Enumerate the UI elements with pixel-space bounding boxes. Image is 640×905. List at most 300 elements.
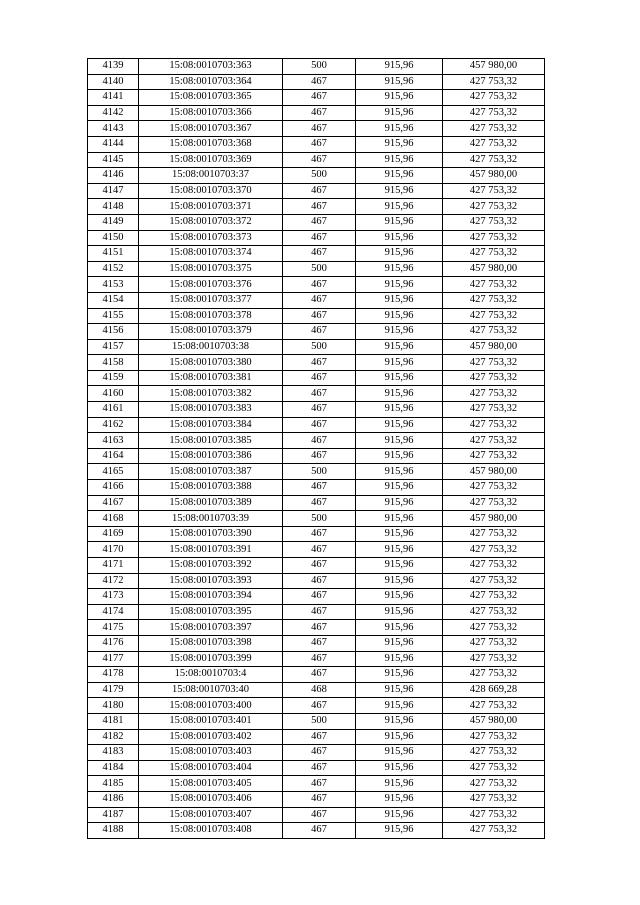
cadastral-value-cell: 427 753,32: [443, 620, 545, 636]
cadastral-value-cell: 457 980,00: [443, 339, 545, 355]
cadastral-value-cell: 428 669,28: [443, 682, 545, 698]
area-cell: 467: [283, 433, 356, 449]
unit-price-cell: 915,96: [356, 480, 443, 496]
area-cell: 467: [283, 183, 356, 199]
row-number-cell: 4140: [88, 74, 139, 90]
row-number-cell: 4178: [88, 667, 139, 683]
unit-price-cell: 915,96: [356, 308, 443, 324]
unit-price-cell: 915,96: [356, 604, 443, 620]
table-row: [88, 292, 545, 308]
unit-price-cell: 915,96: [356, 261, 443, 277]
table-row: [88, 152, 545, 168]
cadastral-number-cell: 15:08:0010703:39: [139, 511, 283, 527]
area-cell: 467: [283, 152, 356, 168]
row-number-cell: 4149: [88, 214, 139, 230]
table-row: [88, 729, 545, 745]
area-cell: 467: [283, 74, 356, 90]
table-row: [88, 526, 545, 542]
unit-price-cell: 915,96: [356, 542, 443, 558]
table-row: [88, 511, 545, 527]
row-number-cell: 4159: [88, 370, 139, 386]
table-row: [88, 558, 545, 574]
area-cell: 467: [283, 448, 356, 464]
area-cell: 467: [283, 635, 356, 651]
table-row: [88, 355, 545, 371]
cadastral-number-cell: 15:08:0010703:399: [139, 651, 283, 667]
table-row: [88, 589, 545, 605]
row-number-cell: 4187: [88, 807, 139, 823]
cadastral-number-cell: 15:08:0010703:377: [139, 292, 283, 308]
cadastral-number-cell: 15:08:0010703:394: [139, 589, 283, 605]
table-row: [88, 682, 545, 698]
row-number-cell: 4182: [88, 729, 139, 745]
row-number-cell: 4150: [88, 230, 139, 246]
table-row: [88, 199, 545, 215]
unit-price-cell: 915,96: [356, 433, 443, 449]
table-row: [88, 651, 545, 667]
cadastral-value-cell: 427 753,32: [443, 402, 545, 418]
cadastral-value-cell: 427 753,32: [443, 526, 545, 542]
row-number-cell: 4165: [88, 464, 139, 480]
area-cell: 467: [283, 542, 356, 558]
area-cell: 500: [283, 261, 356, 277]
area-cell: 467: [283, 292, 356, 308]
unit-price-cell: 915,96: [356, 495, 443, 511]
row-number-cell: 4179: [88, 682, 139, 698]
unit-price-cell: 915,96: [356, 511, 443, 527]
cadastral-value-cell: 427 753,32: [443, 292, 545, 308]
cadastral-value-cell: 427 753,32: [443, 589, 545, 605]
cadastral-value-cell: 427 753,32: [443, 355, 545, 371]
row-number-cell: 4153: [88, 277, 139, 293]
unit-price-cell: 915,96: [356, 620, 443, 636]
cadastral-number-cell: 15:08:0010703:392: [139, 558, 283, 574]
unit-price-cell: 915,96: [356, 277, 443, 293]
cadastral-number-cell: 15:08:0010703:364: [139, 74, 283, 90]
table-row: [88, 230, 545, 246]
cadastral-value-cell: 427 753,32: [443, 214, 545, 230]
table-row: [88, 324, 545, 340]
area-cell: 467: [283, 246, 356, 262]
area-cell: 500: [283, 464, 356, 480]
unit-price-cell: 915,96: [356, 214, 443, 230]
row-number-cell: 4143: [88, 121, 139, 137]
area-cell: 467: [283, 807, 356, 823]
area-cell: 467: [283, 199, 356, 215]
cadastral-number-cell: 15:08:0010703:373: [139, 230, 283, 246]
cadastral-number-cell: 15:08:0010703:383: [139, 402, 283, 418]
cadastral-number-cell: 15:08:0010703:403: [139, 745, 283, 761]
cadastral-number-cell: 15:08:0010703:408: [139, 823, 283, 839]
row-number-cell: 4155: [88, 308, 139, 324]
cadastral-number-cell: 15:08:0010703:38: [139, 339, 283, 355]
cadastral-number-cell: 15:08:0010703:388: [139, 480, 283, 496]
cadastral-value-cell: 427 753,32: [443, 573, 545, 589]
table-row: [88, 760, 545, 776]
cadastral-value-cell: 427 753,32: [443, 136, 545, 152]
row-number-cell: 4162: [88, 417, 139, 433]
cadastral-number-cell: 15:08:0010703:375: [139, 261, 283, 277]
cadastral-value-cell: 457 980,00: [443, 59, 545, 75]
row-number-cell: 4166: [88, 480, 139, 496]
row-number-cell: 4148: [88, 199, 139, 215]
unit-price-cell: 915,96: [356, 713, 443, 729]
cadastral-number-cell: 15:08:0010703:406: [139, 791, 283, 807]
area-cell: 467: [283, 308, 356, 324]
row-number-cell: 4152: [88, 261, 139, 277]
area-cell: 467: [283, 90, 356, 106]
cadastral-value-cell: 427 753,32: [443, 277, 545, 293]
area-cell: 467: [283, 698, 356, 714]
unit-price-cell: 915,96: [356, 370, 443, 386]
cadastral-number-cell: 15:08:0010703:397: [139, 620, 283, 636]
cadastral-number-cell: 15:08:0010703:384: [139, 417, 283, 433]
cadastral-value-cell: 427 753,32: [443, 480, 545, 496]
area-cell: 467: [283, 558, 356, 574]
area-cell: 467: [283, 776, 356, 792]
cadastral-number-cell: 15:08:0010703:401: [139, 713, 283, 729]
unit-price-cell: 915,96: [356, 573, 443, 589]
row-number-cell: 4142: [88, 105, 139, 121]
table-body: [88, 59, 545, 839]
row-number-cell: 4167: [88, 495, 139, 511]
table-row: [88, 90, 545, 106]
cadastral-value-cell: 427 753,32: [443, 386, 545, 402]
unit-price-cell: 915,96: [356, 417, 443, 433]
cadastral-number-cell: 15:08:0010703:367: [139, 121, 283, 137]
cadastral-value-cell: 427 753,32: [443, 760, 545, 776]
unit-price-cell: 915,96: [356, 105, 443, 121]
area-cell: 467: [283, 573, 356, 589]
row-number-cell: 4177: [88, 651, 139, 667]
unit-price-cell: 915,96: [356, 168, 443, 184]
row-number-cell: 4141: [88, 90, 139, 106]
unit-price-cell: 915,96: [356, 526, 443, 542]
row-number-cell: 4139: [88, 59, 139, 75]
cadastral-value-cell: 427 753,32: [443, 448, 545, 464]
table-row: [88, 698, 545, 714]
cadastral-number-cell: 15:08:0010703:389: [139, 495, 283, 511]
table-row: [88, 433, 545, 449]
table-row: [88, 74, 545, 90]
cadastral-number-cell: 15:08:0010703:400: [139, 698, 283, 714]
area-cell: 467: [283, 495, 356, 511]
unit-price-cell: 915,96: [356, 74, 443, 90]
cadastral-number-cell: 15:08:0010703:365: [139, 90, 283, 106]
area-cell: 467: [283, 526, 356, 542]
table-row: [88, 464, 545, 480]
table-row: [88, 807, 545, 823]
cadastral-number-cell: 15:08:0010703:363: [139, 59, 283, 75]
cadastral-value-cell: 427 753,32: [443, 183, 545, 199]
row-number-cell: 4160: [88, 386, 139, 402]
cadastral-value-cell: 457 980,00: [443, 713, 545, 729]
row-number-cell: 4171: [88, 558, 139, 574]
area-cell: 500: [283, 168, 356, 184]
table-row: [88, 417, 545, 433]
area-cell: 467: [283, 386, 356, 402]
area-cell: 467: [283, 651, 356, 667]
row-number-cell: 4173: [88, 589, 139, 605]
cadastral-value-cell: 427 753,32: [443, 635, 545, 651]
cadastral-value-cell: 427 753,32: [443, 823, 545, 839]
cadastral-number-cell: 15:08:0010703:40: [139, 682, 283, 698]
unit-price-cell: 915,96: [356, 682, 443, 698]
area-cell: 467: [283, 277, 356, 293]
cadastral-value-cell: 427 753,32: [443, 542, 545, 558]
area-cell: 500: [283, 59, 356, 75]
unit-price-cell: 915,96: [356, 386, 443, 402]
unit-price-cell: 915,96: [356, 558, 443, 574]
cadastral-number-cell: 15:08:0010703:387: [139, 464, 283, 480]
table-row: [88, 823, 545, 839]
table-row: [88, 105, 545, 121]
cadastral-value-cell: 427 753,32: [443, 152, 545, 168]
cadastral-number-cell: 15:08:0010703:382: [139, 386, 283, 402]
table-row: [88, 339, 545, 355]
unit-price-cell: 915,96: [356, 589, 443, 605]
unit-price-cell: 915,96: [356, 152, 443, 168]
row-number-cell: 4168: [88, 511, 139, 527]
unit-price-cell: 915,96: [356, 59, 443, 75]
cadastral-number-cell: 15:08:0010703:368: [139, 136, 283, 152]
table-row: [88, 183, 545, 199]
cadastral-number-cell: 15:08:0010703:380: [139, 355, 283, 371]
table-row: [88, 620, 545, 636]
unit-price-cell: 915,96: [356, 136, 443, 152]
cadastral-value-cell: 427 753,32: [443, 776, 545, 792]
cadastral-number-cell: 15:08:0010703:376: [139, 277, 283, 293]
table-row: [88, 448, 545, 464]
cadastral-number-cell: 15:08:0010703:405: [139, 776, 283, 792]
area-cell: 468: [283, 682, 356, 698]
unit-price-cell: 915,96: [356, 729, 443, 745]
unit-price-cell: 915,96: [356, 823, 443, 839]
row-number-cell: 4151: [88, 246, 139, 262]
cadastral-value-cell: 427 753,32: [443, 121, 545, 137]
unit-price-cell: 915,96: [356, 667, 443, 683]
cadastral-number-cell: 15:08:0010703:390: [139, 526, 283, 542]
cadastral-number-cell: 15:08:0010703:372: [139, 214, 283, 230]
row-number-cell: 4183: [88, 745, 139, 761]
area-cell: 467: [283, 729, 356, 745]
area-cell: 467: [283, 324, 356, 340]
cadastral-number-cell: 15:08:0010703:407: [139, 807, 283, 823]
row-number-cell: 4144: [88, 136, 139, 152]
row-number-cell: 4184: [88, 760, 139, 776]
row-number-cell: 4186: [88, 791, 139, 807]
cadastral-number-cell: 15:08:0010703:378: [139, 308, 283, 324]
area-cell: 467: [283, 760, 356, 776]
area-cell: 467: [283, 402, 356, 418]
area-cell: 467: [283, 370, 356, 386]
cadastral-value-cell: 427 753,32: [443, 105, 545, 121]
cadastral-value-cell: 457 980,00: [443, 168, 545, 184]
row-number-cell: 4175: [88, 620, 139, 636]
unit-price-cell: 915,96: [356, 651, 443, 667]
cadastral-value-cell: 427 753,32: [443, 729, 545, 745]
unit-price-cell: 915,96: [356, 448, 443, 464]
table-row: [88, 635, 545, 651]
row-number-cell: 4163: [88, 433, 139, 449]
row-number-cell: 4176: [88, 635, 139, 651]
cadastral-number-cell: 15:08:0010703:370: [139, 183, 283, 199]
cadastral-value-cell: 427 753,32: [443, 308, 545, 324]
cadastral-number-cell: 15:08:0010703:386: [139, 448, 283, 464]
row-number-cell: 4157: [88, 339, 139, 355]
table-row: [88, 791, 545, 807]
table-row: [88, 402, 545, 418]
cadastral-value-cell: 427 753,32: [443, 90, 545, 106]
area-cell: 467: [283, 589, 356, 605]
table-row: [88, 573, 545, 589]
row-number-cell: 4169: [88, 526, 139, 542]
cadastral-value-cell: 457 980,00: [443, 511, 545, 527]
table-row: [88, 136, 545, 152]
cadastral-value-cell: 427 753,32: [443, 230, 545, 246]
area-cell: 467: [283, 745, 356, 761]
unit-price-cell: 915,96: [356, 121, 443, 137]
cadastral-number-cell: 15:08:0010703:404: [139, 760, 283, 776]
unit-price-cell: 915,96: [356, 90, 443, 106]
cadastral-value-cell: 427 753,32: [443, 199, 545, 215]
cadastral-value-cell: 427 753,32: [443, 745, 545, 761]
row-number-cell: 4180: [88, 698, 139, 714]
unit-price-cell: 915,96: [356, 745, 443, 761]
row-number-cell: 4147: [88, 183, 139, 199]
row-number-cell: 4188: [88, 823, 139, 839]
row-number-cell: 4158: [88, 355, 139, 371]
area-cell: 500: [283, 713, 356, 729]
row-number-cell: 4154: [88, 292, 139, 308]
row-number-cell: 4156: [88, 324, 139, 340]
table-row: [88, 214, 545, 230]
cadastral-number-cell: 15:08:0010703:393: [139, 573, 283, 589]
cadastral-value-cell: 427 753,32: [443, 667, 545, 683]
cadastral-value-cell: 427 753,32: [443, 495, 545, 511]
table-row: [88, 386, 545, 402]
cadastral-value-cell: 427 753,32: [443, 558, 545, 574]
cadastral-value-cell: 427 753,32: [443, 651, 545, 667]
cadastral-number-cell: 15:08:0010703:374: [139, 246, 283, 262]
area-cell: 467: [283, 823, 356, 839]
table-row: [88, 261, 545, 277]
row-number-cell: 4174: [88, 604, 139, 620]
row-number-cell: 4172: [88, 573, 139, 589]
unit-price-cell: 915,96: [356, 698, 443, 714]
cadastral-number-cell: 15:08:0010703:379: [139, 324, 283, 340]
area-cell: 467: [283, 620, 356, 636]
table-row: [88, 277, 545, 293]
table-row: [88, 667, 545, 683]
table-row: [88, 542, 545, 558]
unit-price-cell: 915,96: [356, 339, 443, 355]
table-row: [88, 480, 545, 496]
unit-price-cell: 915,96: [356, 230, 443, 246]
cadastral-number-cell: 15:08:0010703:37: [139, 168, 283, 184]
unit-price-cell: 915,96: [356, 324, 443, 340]
area-cell: 467: [283, 791, 356, 807]
cadastral-number-cell: 15:08:0010703:366: [139, 105, 283, 121]
cadastral-value-cell: 427 753,32: [443, 74, 545, 90]
table-row: [88, 745, 545, 761]
cadastral-number-cell: 15:08:0010703:381: [139, 370, 283, 386]
cadastral-value-cell: 427 753,32: [443, 370, 545, 386]
row-number-cell: 4161: [88, 402, 139, 418]
cadastral-number-cell: 15:08:0010703:385: [139, 433, 283, 449]
cadastral-number-cell: 15:08:0010703:371: [139, 199, 283, 215]
table-row: [88, 370, 545, 386]
cadastral-number-cell: 15:08:0010703:369: [139, 152, 283, 168]
table-row: [88, 495, 545, 511]
area-cell: 500: [283, 339, 356, 355]
cadastral-value-cell: 427 753,32: [443, 417, 545, 433]
cadastral-value-cell: 427 753,32: [443, 246, 545, 262]
cadastral-value-cell: 427 753,32: [443, 433, 545, 449]
area-cell: 467: [283, 121, 356, 137]
cadastral-number-cell: 15:08:0010703:4: [139, 667, 283, 683]
table-row: [88, 776, 545, 792]
row-number-cell: 4185: [88, 776, 139, 792]
unit-price-cell: 915,96: [356, 464, 443, 480]
area-cell: 500: [283, 511, 356, 527]
cadastral-value-cell: 427 753,32: [443, 324, 545, 340]
area-cell: 467: [283, 667, 356, 683]
area-cell: 467: [283, 105, 356, 121]
cadastral-number-cell: 15:08:0010703:395: [139, 604, 283, 620]
table-row: [88, 59, 545, 75]
cadastral-number-cell: 15:08:0010703:398: [139, 635, 283, 651]
cadastral-value-cell: 457 980,00: [443, 261, 545, 277]
unit-price-cell: 915,96: [356, 635, 443, 651]
unit-price-cell: 915,96: [356, 355, 443, 371]
table-row: [88, 308, 545, 324]
area-cell: 467: [283, 604, 356, 620]
area-cell: 467: [283, 214, 356, 230]
cadastral-value-cell: 427 753,32: [443, 604, 545, 620]
unit-price-cell: 915,96: [356, 791, 443, 807]
cadastral-number-cell: 15:08:0010703:391: [139, 542, 283, 558]
unit-price-cell: 915,96: [356, 199, 443, 215]
unit-price-cell: 915,96: [356, 292, 443, 308]
unit-price-cell: 915,96: [356, 760, 443, 776]
area-cell: 467: [283, 417, 356, 433]
table-row: [88, 246, 545, 262]
area-cell: 467: [283, 355, 356, 371]
unit-price-cell: 915,96: [356, 246, 443, 262]
row-number-cell: 4164: [88, 448, 139, 464]
unit-price-cell: 915,96: [356, 807, 443, 823]
cadastral-value-cell: 457 980,00: [443, 464, 545, 480]
cadastral-value-cell: 427 753,32: [443, 807, 545, 823]
table-row: [88, 604, 545, 620]
unit-price-cell: 915,96: [356, 402, 443, 418]
cadastral-valuation-table: [87, 58, 545, 839]
table-row: [88, 168, 545, 184]
table-row: [88, 121, 545, 137]
row-number-cell: 4170: [88, 542, 139, 558]
area-cell: 467: [283, 230, 356, 246]
row-number-cell: 4146: [88, 168, 139, 184]
cadastral-value-cell: 427 753,32: [443, 698, 545, 714]
row-number-cell: 4145: [88, 152, 139, 168]
table-row: [88, 713, 545, 729]
row-number-cell: 4181: [88, 713, 139, 729]
cadastral-number-cell: 15:08:0010703:402: [139, 729, 283, 745]
area-cell: 467: [283, 136, 356, 152]
area-cell: 467: [283, 480, 356, 496]
unit-price-cell: 915,96: [356, 776, 443, 792]
